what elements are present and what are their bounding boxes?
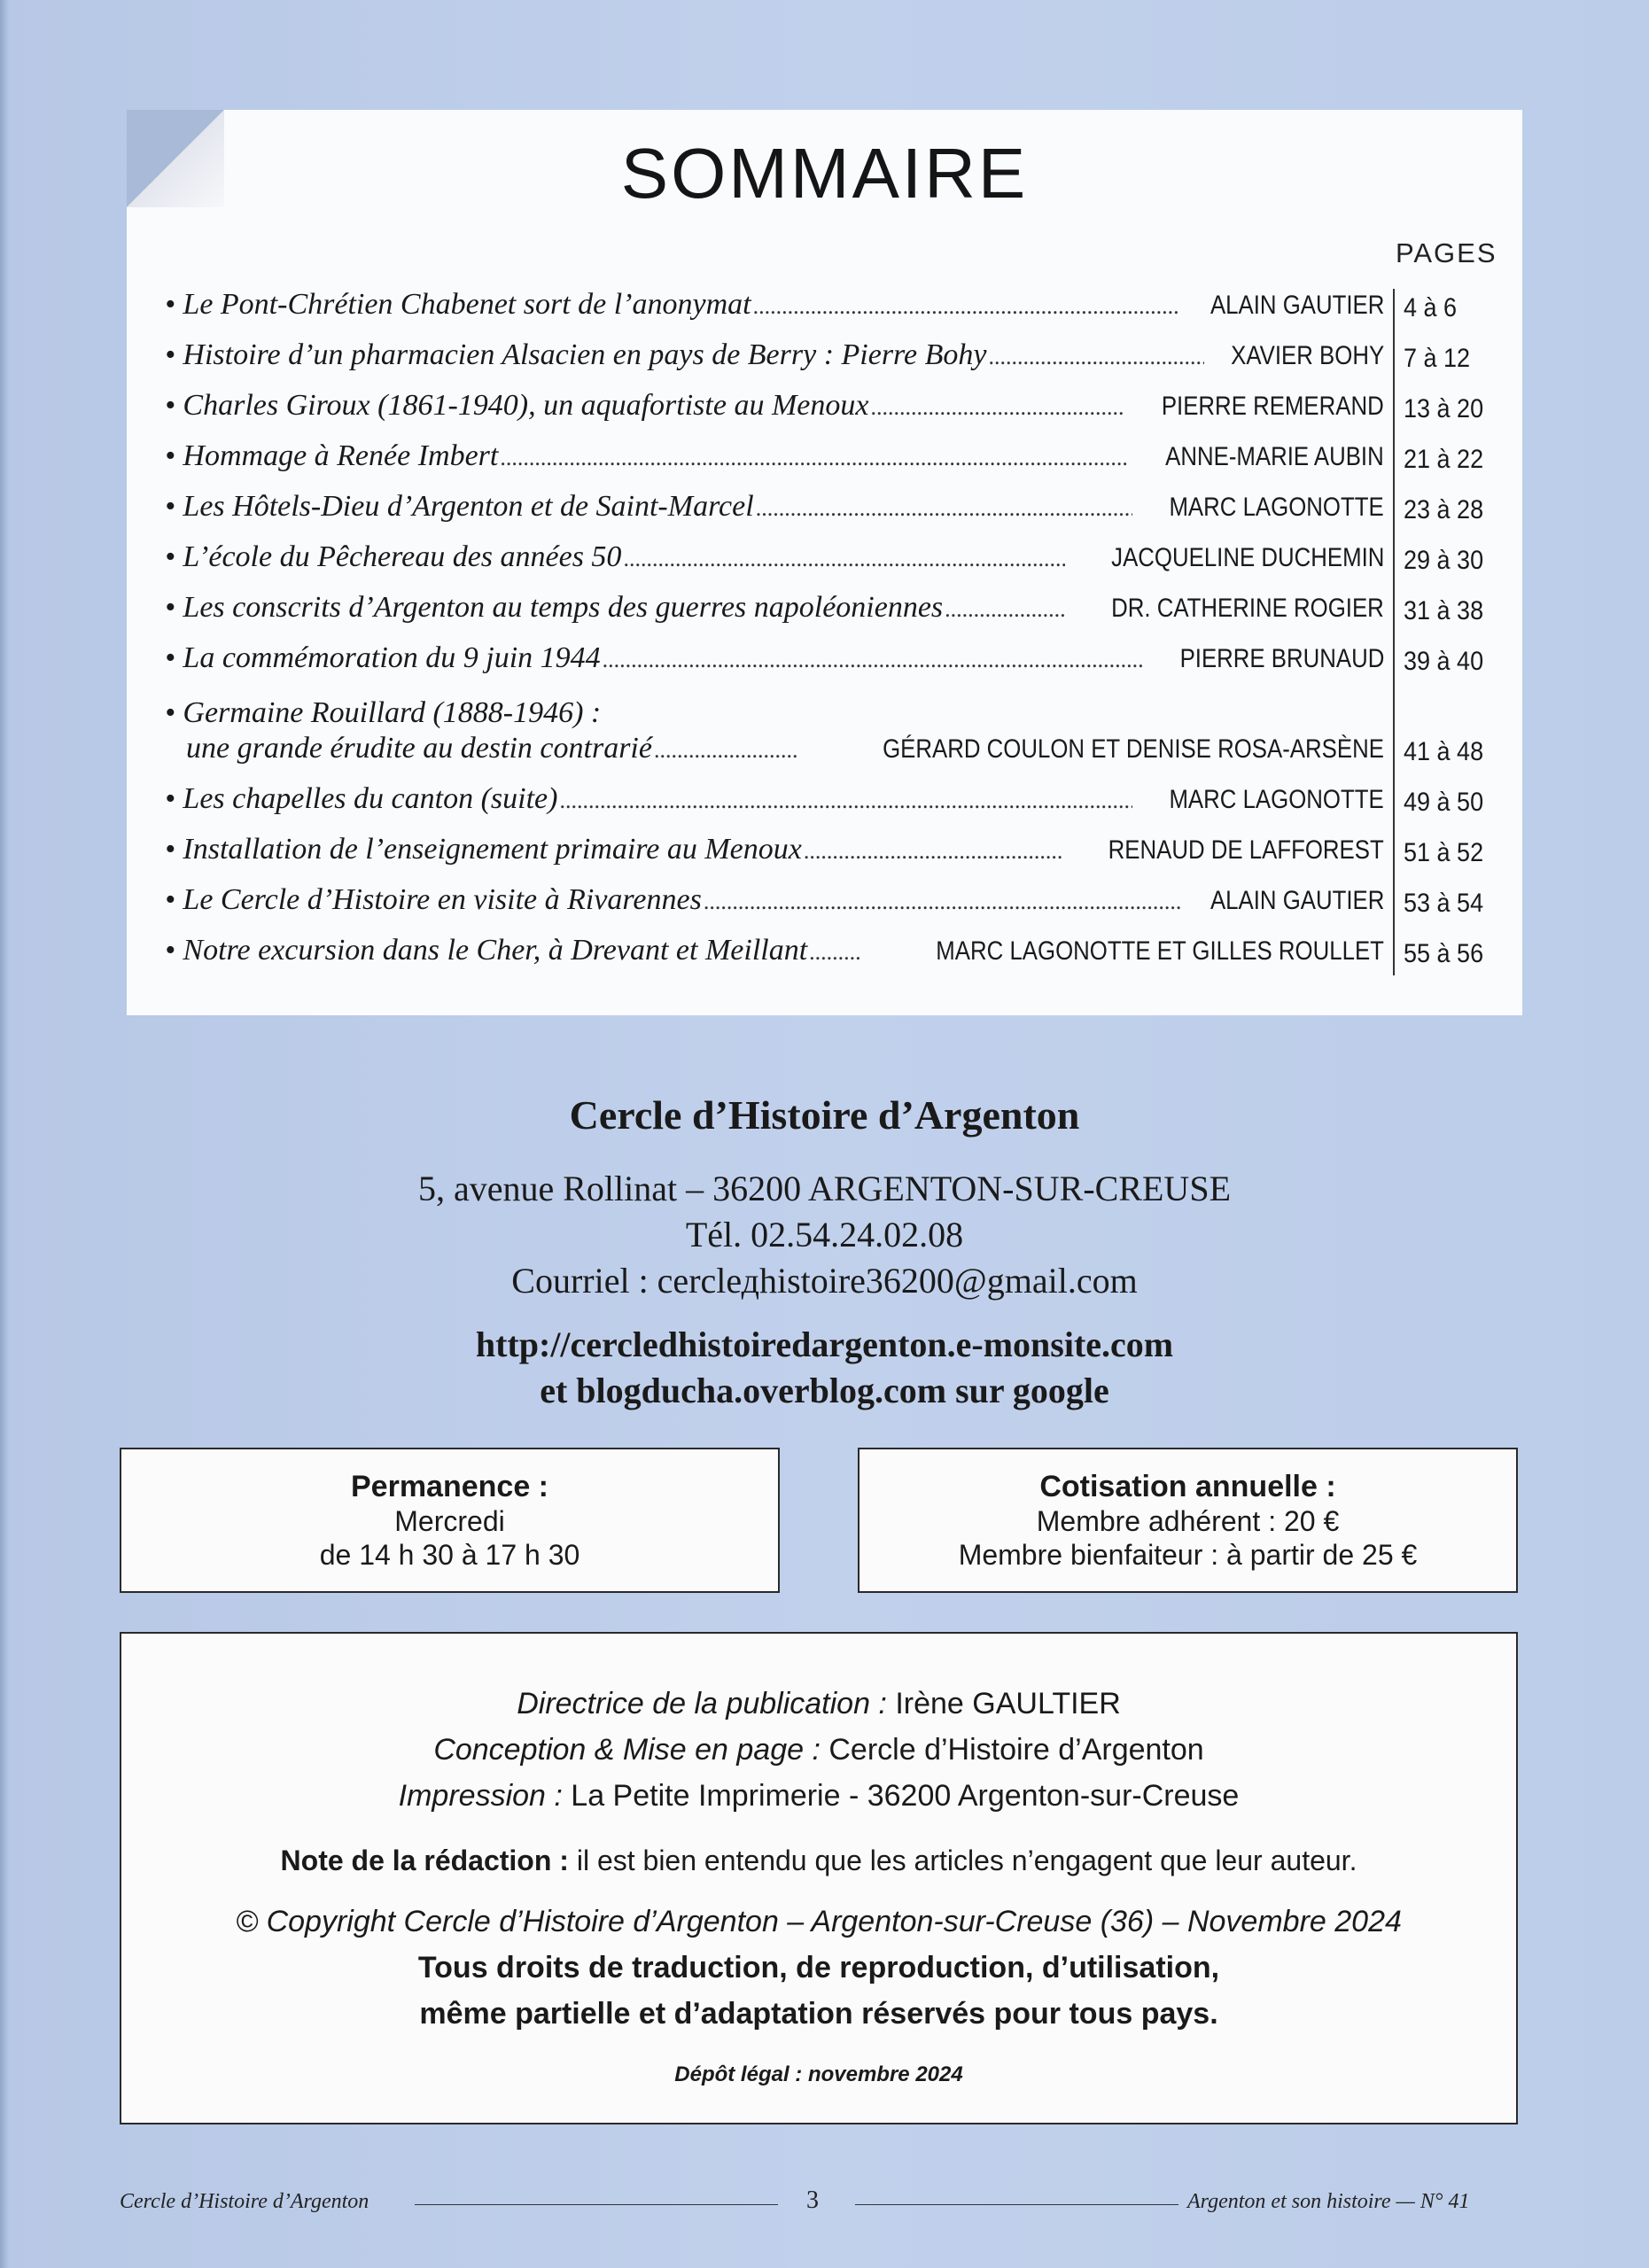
toc-entry-author: ALAIN GAUTIER bbox=[1210, 886, 1384, 915]
legal-deposit: Dépôt légal : novembre 2024 bbox=[674, 2062, 963, 2086]
leader-dots bbox=[945, 596, 1065, 623]
cotisation-member: Membre adhérent : 20 € bbox=[1036, 1505, 1340, 1537]
leader-dots bbox=[804, 838, 1062, 865]
pages-divider bbox=[1393, 289, 1395, 975]
leader-dots bbox=[654, 737, 799, 764]
toc-entry[interactable] bbox=[165, 389, 1393, 423]
org-phone: Tél. 02.54.24.02.08 bbox=[685, 1215, 964, 1254]
rights-line-2: même partielle et d’adaptation réservés pour tous pays. bbox=[419, 1997, 1218, 2031]
toc-heading: SOMMAIRE bbox=[620, 134, 1029, 213]
toc-entry-author: ANNE-MARIE AUBIN bbox=[1165, 442, 1384, 471]
toc-entry[interactable] bbox=[165, 782, 1393, 816]
org-blog-link[interactable]: et blogducha.overblog.com sur google bbox=[540, 1371, 1109, 1410]
toc-entry[interactable] bbox=[165, 439, 1393, 473]
toc-entry-pages: 51 à 52 bbox=[1404, 838, 1484, 867]
page-number: 3 bbox=[806, 2186, 819, 2214]
toc-entry-title: • Notre excursion dans le Cher, à Drevant et Meillant bbox=[165, 934, 808, 967]
editorial-note bbox=[121, 1845, 1516, 1877]
toc-entry-author: ALAIN GAUTIER bbox=[1210, 291, 1384, 320]
toc-entry-title: • Le Pont-Chrétien Chabenet sort de l’anonymat bbox=[165, 288, 751, 321]
footer-rule-right bbox=[855, 2204, 1178, 2205]
toc-entry-title: • Installation de l’enseignement primaire au Menoux bbox=[165, 833, 802, 866]
leader-dots bbox=[753, 293, 1180, 320]
toc-entry-title: • L’école du Pêchereau des années 50 bbox=[165, 540, 622, 573]
copyright-line: © Copyright Cercle d’Histoire d’Argenton – Argenton-sur-Creuse (36) – Novembre 2024 bbox=[236, 1905, 1402, 1938]
rights-line-1: Tous droits de traduction, de reproduction, d’utilisation, bbox=[417, 1951, 1220, 1984]
credit-director bbox=[121, 1687, 1516, 1721]
credit-print bbox=[121, 1779, 1516, 1814]
permanence-hours: de 14 h 30 à 17 h 30 bbox=[319, 1539, 580, 1571]
toc-entry-title: • Charles Giroux (1861-1940), un aquafortiste au Menoux bbox=[165, 389, 869, 422]
credits-box bbox=[120, 1632, 1518, 2124]
leader-dots bbox=[704, 889, 1180, 915]
leader-dots bbox=[559, 788, 1132, 814]
toc-entry-pages: 55 à 56 bbox=[1404, 939, 1484, 968]
toc-entry-author: MARC LAGONOTTE ET GILLES ROULLET bbox=[936, 936, 1384, 966]
editorial-note-label: Note de la rédaction : bbox=[280, 1845, 569, 1876]
footer-publisher: Cercle d’Histoire d’Argenton bbox=[120, 2190, 369, 2213]
credit-director-label: Directrice de la publication : bbox=[517, 1687, 887, 1720]
toc-entry-title: • Le Cercle d’Histoire en visite à Rivarennes bbox=[165, 883, 702, 916]
credit-director-value: Irène GAULTIER bbox=[895, 1687, 1121, 1720]
credit-print-value: La Petite Imprimerie - 36200 Argenton-sur-Creuse bbox=[571, 1779, 1240, 1813]
toc-entry[interactable] bbox=[165, 591, 1393, 625]
toc-entry-title: • Hommage à Renée Imbert bbox=[165, 439, 499, 472]
toc-entry[interactable] bbox=[165, 288, 1393, 322]
toc-entry-author: MARC LAGONOTTE bbox=[1169, 493, 1384, 522]
toc-entry[interactable] bbox=[165, 338, 1393, 372]
permanence-title: Permanence : bbox=[351, 1470, 548, 1503]
toc-entry[interactable] bbox=[165, 934, 1393, 967]
permanence-box bbox=[120, 1448, 780, 1593]
leader-dots bbox=[988, 344, 1203, 370]
org-email[interactable]: Courriel : cerclедhistoire36200@gmail.com bbox=[511, 1261, 1138, 1301]
toc-entry-title: • Les chapelles du canton (suite) bbox=[165, 782, 558, 815]
cotisation-title: Cotisation annuelle : bbox=[1039, 1470, 1336, 1503]
footer-rule-left bbox=[415, 2204, 778, 2205]
toc-entry-title: • La commémoration du 9 juin 1944 bbox=[165, 641, 601, 674]
credit-print-label: Impression : bbox=[398, 1779, 563, 1813]
credit-design-value: Cercle d’Histoire d’Argenton bbox=[828, 1733, 1204, 1767]
toc-entry[interactable] bbox=[186, 732, 1393, 765]
credit-design-label: Conception & Mise en page : bbox=[433, 1733, 821, 1767]
editorial-note-text: il est bien entendu que les articles n’engagent que leur auteur. bbox=[576, 1845, 1357, 1876]
toc-entry-pages: 7 à 12 bbox=[1404, 344, 1471, 373]
toc-entry-author: RENAUD DE LAFFOREST bbox=[1108, 835, 1384, 865]
toc-entry[interactable] bbox=[165, 540, 1393, 574]
toc-entry-pages: 4 à 6 bbox=[1404, 293, 1458, 322]
org-name: Cercle d’Histoire d’Argenton bbox=[569, 1092, 1080, 1138]
toc-entry-title: une grande érudite au destin contrarié bbox=[186, 732, 652, 765]
toc-entry-author: DR. CATHERINE ROGIER bbox=[1111, 594, 1384, 623]
toc-entry[interactable] bbox=[165, 490, 1393, 524]
toc-entry-author: JACQUELINE DUCHEMIN bbox=[1110, 543, 1384, 572]
leader-dots bbox=[809, 939, 861, 966]
toc-entry-pages: 23 à 28 bbox=[1404, 495, 1484, 524]
footer-issue: Argenton et son histoire — N° 41 bbox=[1187, 2190, 1470, 2213]
toc-entry-author: XAVIER BOHY bbox=[1230, 341, 1384, 370]
toc-entry-pages: 39 à 40 bbox=[1404, 647, 1484, 676]
org-website-link[interactable]: http://cercledhistoiredargenton.e-monsite.com bbox=[475, 1324, 1174, 1364]
leader-dots bbox=[500, 445, 1128, 471]
cotisation-box bbox=[858, 1448, 1518, 1593]
toc-entry-pages: 21 à 22 bbox=[1404, 445, 1484, 474]
toc-entry[interactable] bbox=[165, 833, 1393, 866]
toc-entry-author: PIERRE REMERAND bbox=[1162, 392, 1384, 421]
toc-entry-pages: 53 à 54 bbox=[1404, 889, 1484, 918]
toc-entry-pages: 13 à 20 bbox=[1404, 394, 1484, 423]
credit-design bbox=[121, 1733, 1516, 1767]
toc-entry-title-line1: • Germaine Rouillard (1888-1946) : bbox=[165, 696, 602, 729]
leader-dots bbox=[756, 495, 1133, 522]
leader-dots bbox=[603, 647, 1145, 673]
pages-column-header: PAGES bbox=[1396, 237, 1497, 268]
toc-entry-author: MARC LAGONOTTE bbox=[1169, 785, 1384, 814]
leader-dots bbox=[623, 546, 1064, 572]
org-address: 5, avenue Rollinat – 36200 ARGENTON-SUR-CREUSE bbox=[417, 1169, 1231, 1208]
leader-dots bbox=[870, 394, 1124, 421]
permanence-day: Mercredi bbox=[394, 1505, 505, 1537]
toc-entry-author: PIERRE BRUNAUD bbox=[1179, 644, 1384, 673]
toc-entry-pages: 29 à 30 bbox=[1404, 546, 1484, 575]
toc-entry-author: GÉRARD COULON ET DENISE ROSA-ARSÈNE bbox=[883, 734, 1384, 764]
toc-entry-pages: 49 à 50 bbox=[1404, 788, 1484, 817]
toc-entry[interactable] bbox=[165, 883, 1393, 917]
toc-entry[interactable] bbox=[165, 641, 1393, 675]
toc-entry-pages: 41 à 48 bbox=[1404, 737, 1484, 766]
cotisation-benefactor: Membre bienfaiteur : à partir de 25 € bbox=[958, 1539, 1418, 1571]
toc-entry-pages: 31 à 38 bbox=[1404, 596, 1484, 625]
toc-entry-title: • Histoire d’un pharmacien Alsacien en pays de Berry : Pierre Bohy bbox=[165, 338, 987, 371]
toc-entry-title: • Les Hôtels-Dieu d’Argenton et de Saint-Marcel bbox=[165, 490, 754, 523]
toc-entry-title: • Les conscrits d’Argenton au temps des guerres napoléoniennes bbox=[165, 591, 944, 624]
